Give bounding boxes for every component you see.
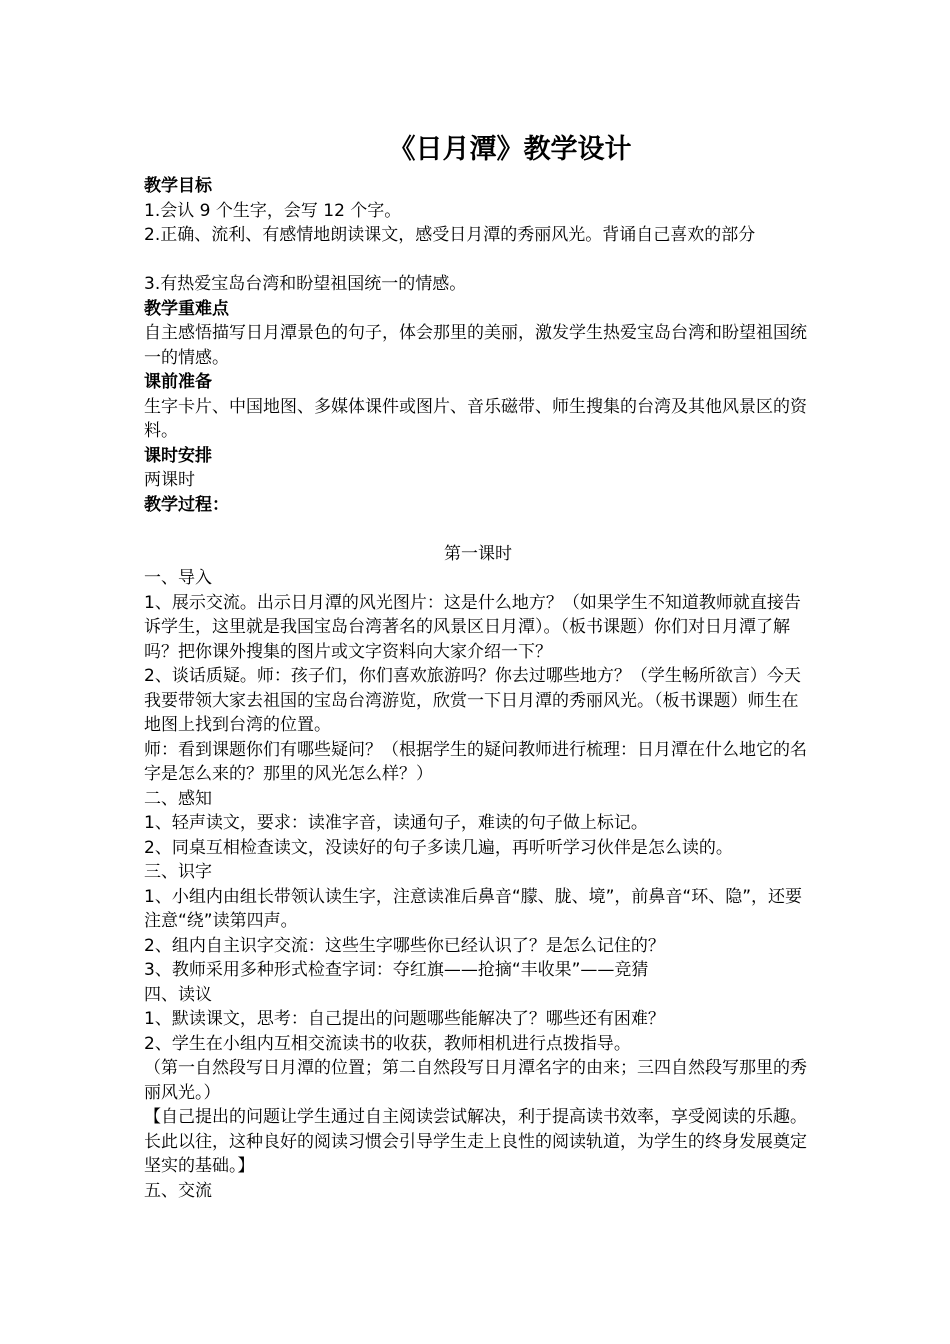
part5-heading: 五、交流	[144, 1180, 212, 1201]
schedule-text: 两课时	[144, 470, 195, 490]
part1-item-1: 1、展示交流。出示日月潭的风光图片：这是什么地方？（如果学生不知道教师就直接告诉学生，这里就是我国宝岛台湾著名的风景区日月潭）。（板书课题）你们对日月潭了解吗？把你课外搜集的图片或文字资料向大家介绍一下？	[144, 592, 801, 662]
key-points-heading: 教学重难点	[144, 298, 229, 319]
part1-item-2: 2、谈话质疑。师：孩子们，你们喜欢旅游吗？你去过哪些地方？（学生畅所欲言）今天我要带领大家去祖国的宝岛台湾游览，欣赏一下日月潭的秀丽风光。（板书课题）师生在地图上找到台湾的位置。	[144, 666, 801, 735]
part4-item-1: 1、默读课文，思考：自己提出的问题哪些能解决了？哪些还有困难？	[144, 1009, 665, 1029]
blank-line	[144, 517, 812, 542]
part3-item-2: 2、组内自主识字交流：这些生字哪些你已经认识了？是怎么记住的？	[144, 935, 665, 956]
goal-item-3: 3.有热爱宝岛台湾和盼望祖国统一的情感。	[144, 274, 467, 294]
part1-heading: 一、导入	[144, 568, 212, 588]
goal-item-1: 1.会认 9 个生字，会写 12 个字。	[144, 200, 402, 221]
goal-item-2: 2.正确、流利、有感情地朗读课文，感受日月潭的秀丽风光。背诵自己喜欢的部分	[144, 225, 756, 245]
lesson-subtitle: 第一课时	[444, 543, 512, 564]
part2-heading: 二、感知	[144, 788, 212, 809]
preparation-heading: 课前准备	[144, 372, 212, 392]
part4-heading: 四、读议	[144, 984, 212, 1005]
part3-item-1: 1、小组内由组长带领认读生字，注意读准后鼻音“朦、胧、境”，前鼻音“环、隐”，还要注意“绕”读第四声。	[144, 886, 803, 931]
schedule-heading: 课时安排	[144, 445, 212, 466]
part3-heading: 三、识字	[144, 862, 212, 882]
part4-item-2: 2、学生在小组内互相交流读书的收获，教师相机进行点拨指导。	[144, 1033, 631, 1054]
preparation-text: 生字卡片、中国地图、多媒体课件或图片、音乐磁带、师生搜集的台湾及其他风景区的资料。	[144, 396, 807, 441]
process-heading: 教学过程：	[144, 494, 229, 515]
document-content	[144, 130, 812, 1203]
document-title: 《日月潭》教学设计	[388, 134, 632, 165]
goals-heading: 教学目标	[144, 176, 212, 196]
key-points-text: 自主感悟描写日月潭景色的句子，体会那里的美丽，激发学生热爱宝岛台湾和盼望祖国统一的情感。	[144, 323, 807, 368]
part3-item-3: 3、教师采用多种形式检查字词：夺红旗——抢摘“丰收果”——竞猜	[144, 960, 649, 980]
part2-item-1: 1、轻声读文，要求：读准字音，读通句子，难读的句子做上标记。	[144, 813, 648, 833]
blank-line	[144, 248, 812, 273]
part2-item-2: 2、同桌互相检查读文，没读好的句子多读几遍，再听听学习伙伴是怎么读的。	[144, 837, 733, 858]
part4-item-4: 【自己提出的问题让学生通过自主阅读尝试解决，利于提高读书效率，享受阅读的乐趣。长此以往，这种良好的阅读习惯会引导学生走上良性的阅读轨道，为学生的终身发展奠定坚实的基础。】	[144, 1107, 807, 1176]
part1-item-3: 师：看到课题你们有哪些疑问？（根据学生的疑问教师进行梳理：日月潭在什么地它的名字是怎么来的？那里的风光怎么样？）	[144, 739, 807, 784]
part4-item-3: （第一自然段写日月潭的位置；第二自然段写日月潭名字的由来；三四自然段写那里的秀丽风光。）	[144, 1058, 807, 1103]
